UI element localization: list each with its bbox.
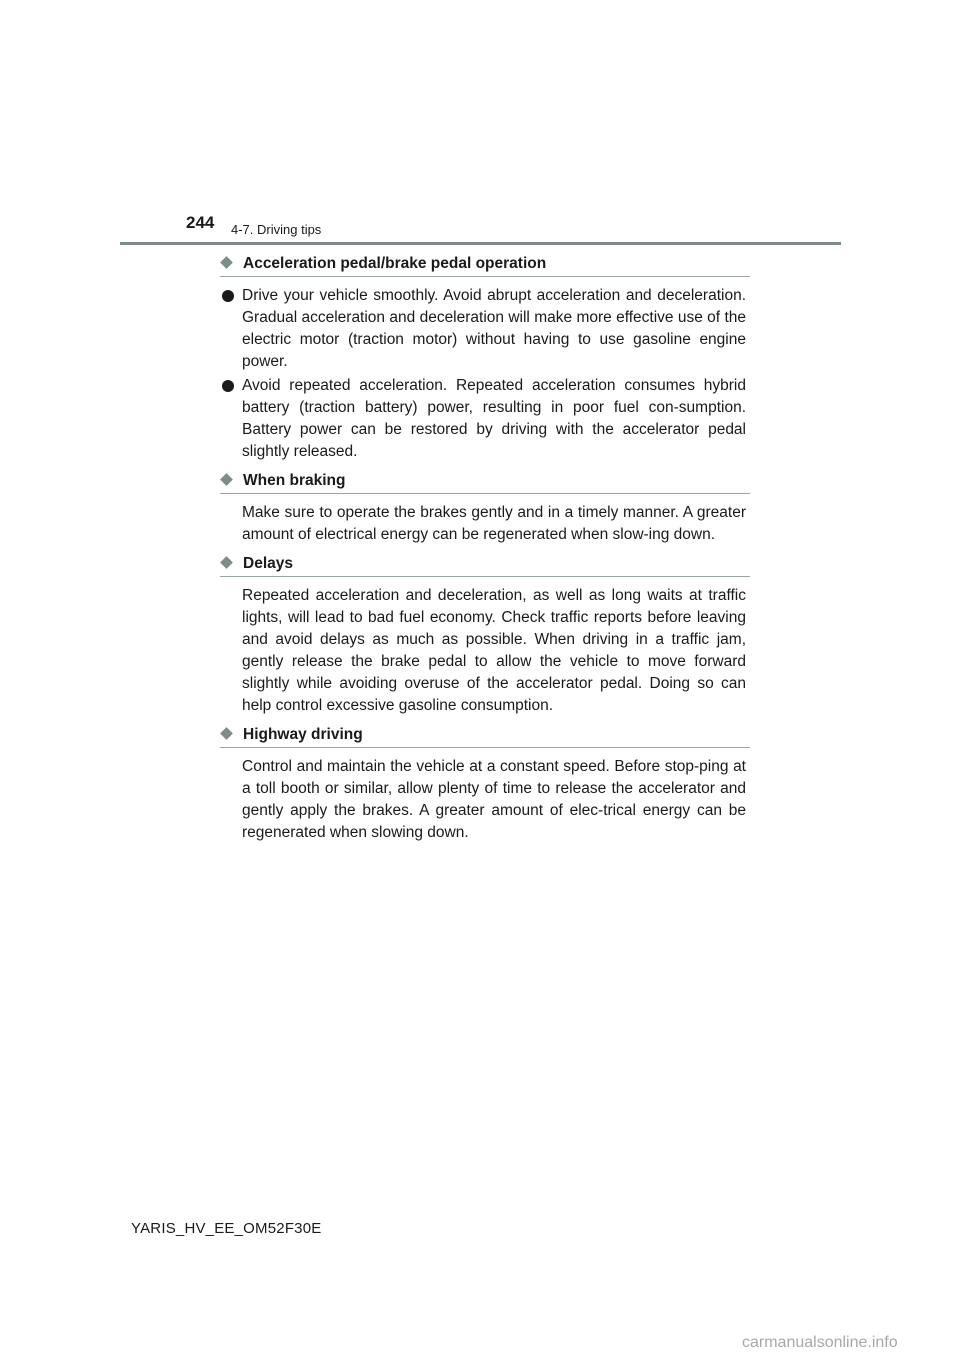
body-paragraph: Make sure to operate the brakes gently and in a timely manner. A greater amount of electrical energy can be regenerated when slow-ing down.: [242, 504, 746, 543]
bullet-item: [220, 285, 750, 373]
subheading: [220, 471, 750, 494]
diamond-icon: [220, 256, 233, 269]
subheading-text: Highway driving: [243, 726, 363, 743]
subheading: [220, 725, 750, 748]
diamond-icon: [220, 727, 233, 740]
bullet-text: Avoid repeated acceleration. Repeated acceleration consumes hybrid battery (traction battery) power, resulting in poor fuel con-sumption. Battery power can be restored by driving with the accelerator pedal slightly released.: [242, 377, 746, 460]
subsection-highway: [220, 725, 750, 844]
page-number: 244: [186, 213, 215, 232]
subheading: [220, 254, 750, 277]
subsection-delays: [220, 554, 750, 717]
page-content: [220, 254, 750, 852]
bullet-text: Drive your vehicle smoothly. Avoid abrupt acceleration and deceleration. Gradual acceleration and deceleration will make more effective use of the electric motor (traction motor) without having to use gasoline engine power.: [242, 287, 746, 370]
diamond-icon: [220, 473, 233, 486]
page-header: [0, 0, 960, 250]
bullet-dot-icon: [222, 290, 234, 302]
bullet-dot-icon: [222, 380, 234, 392]
header-rule: [120, 242, 841, 245]
section-label: 4-7. Driving tips: [231, 222, 322, 237]
watermark: carmanualsonline.info: [742, 1334, 898, 1351]
subheading-text: Delays: [243, 555, 293, 572]
subheading-text: Acceleration pedal/brake pedal operation: [243, 255, 547, 272]
body-paragraph: Repeated acceleration and deceleration, as well as long waits at traffic lights, will lead to bad fuel economy. Check traffic reports before leaving and avoid delays as much as possible. When driving in a traffic jam, gently release the brake pedal to allow the vehicle to move forward slightly while avoiding overuse of the accelerator pedal. Doing so can help control excessive gasoline consumption.: [242, 587, 746, 714]
diamond-icon: [220, 556, 233, 569]
bullet-item: [220, 375, 750, 463]
subheading: [220, 554, 750, 577]
body-paragraph: Control and maintain the vehicle at a constant speed. Before stop-ping at a toll booth or similar, allow plenty of time to release the accelerator and gently apply the brakes. A greater amount of elec-trical energy can be regenerated when slowing down.: [242, 758, 746, 841]
subsection-braking: [220, 471, 750, 546]
subsection-acceleration: [220, 254, 750, 463]
document-code: YARIS_HV_EE_OM52F30E: [131, 1220, 322, 1237]
subheading-text: When braking: [243, 472, 346, 489]
